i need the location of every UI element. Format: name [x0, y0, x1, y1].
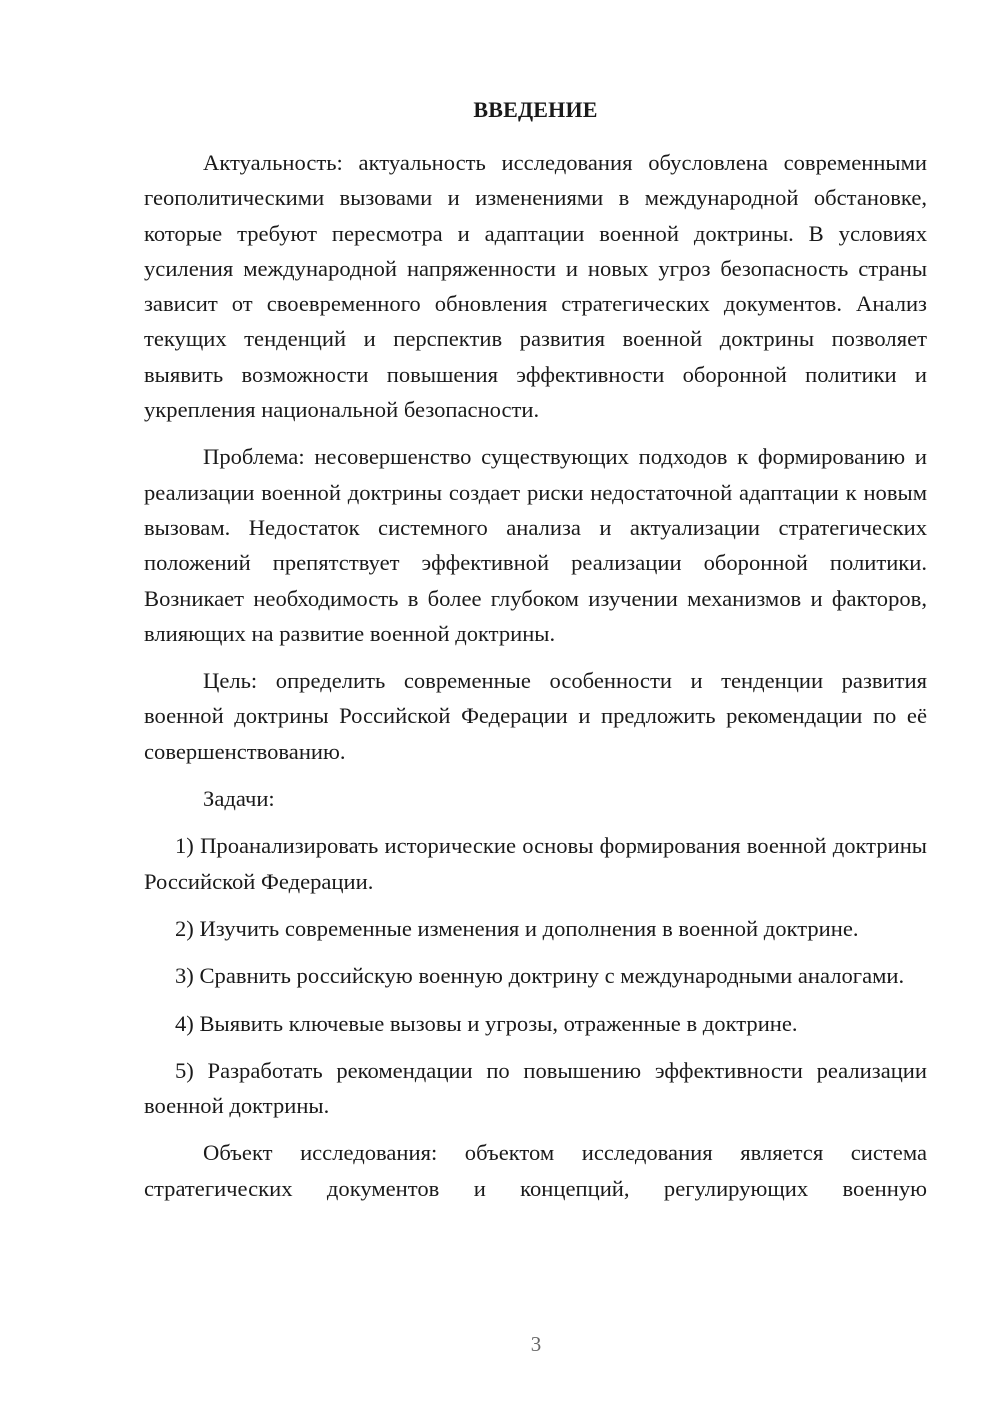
problem-paragraph: Проблема: несовершенство существующих подходов к формированию и реализации военной доктрины создает риски недостаточной адаптации к новым вызовам. Недостаток системного анализа и актуализации стратегических положений препятствует эффективной реализации оборонной политики. Возникает необходимость в более глубоком изучении механизмов и факторов, влияющих на развитие военной доктрины.	[144, 444, 927, 646]
object-paragraph: Объект исследования: объектом исследования является система стратегических документов и концепций, регулирующих военную	[144, 1140, 927, 1201]
task-item-1: 1) Проанализировать исторические основы формирования военной доктрины Российской Федерации.	[144, 833, 927, 894]
tasks-label: Задачи:	[203, 786, 275, 812]
goal-paragraph: Цель: определить современные особенности и тенденции развития военной доктрины Российской Федерации и предложить рекомендации по её совершенствованию.	[144, 668, 927, 764]
task-item-5: 5) Разработать рекомендации по повышению эффективности реализации военной доктрины.	[144, 1057, 927, 1119]
task-item-3: 3) Сравнить российскую военную доктрину с международными аналогами.	[175, 963, 905, 989]
page-content	[144, 92, 927, 1206]
page-number: 3	[530, 1332, 542, 1356]
relevance-paragraph: Актуальность: актуальность исследования обусловлена современными геополитическими вызовами и изменениями в международной обстановке, которые требуют пересмотра и адаптации военной доктрины. В условиях усиления международной напряженности и новых угроз безопасность страны зависит от своевременного обновления стратегических документов. Анализ текущих тенденций и перспектив развития военной доктрины позволяет выявить возможности повышения эффективности оборонной политики и укрепления национальной безопасности.	[144, 150, 927, 423]
page-title: ВВЕДЕНИЕ	[473, 97, 598, 122]
task-item-2: 2) Изучить современные изменения и дополнения в военной доктрине.	[175, 915, 859, 941]
task-item-4: 4) Выявить ключевые вызовы и угрозы, отраженные в доктрине.	[175, 1010, 798, 1036]
